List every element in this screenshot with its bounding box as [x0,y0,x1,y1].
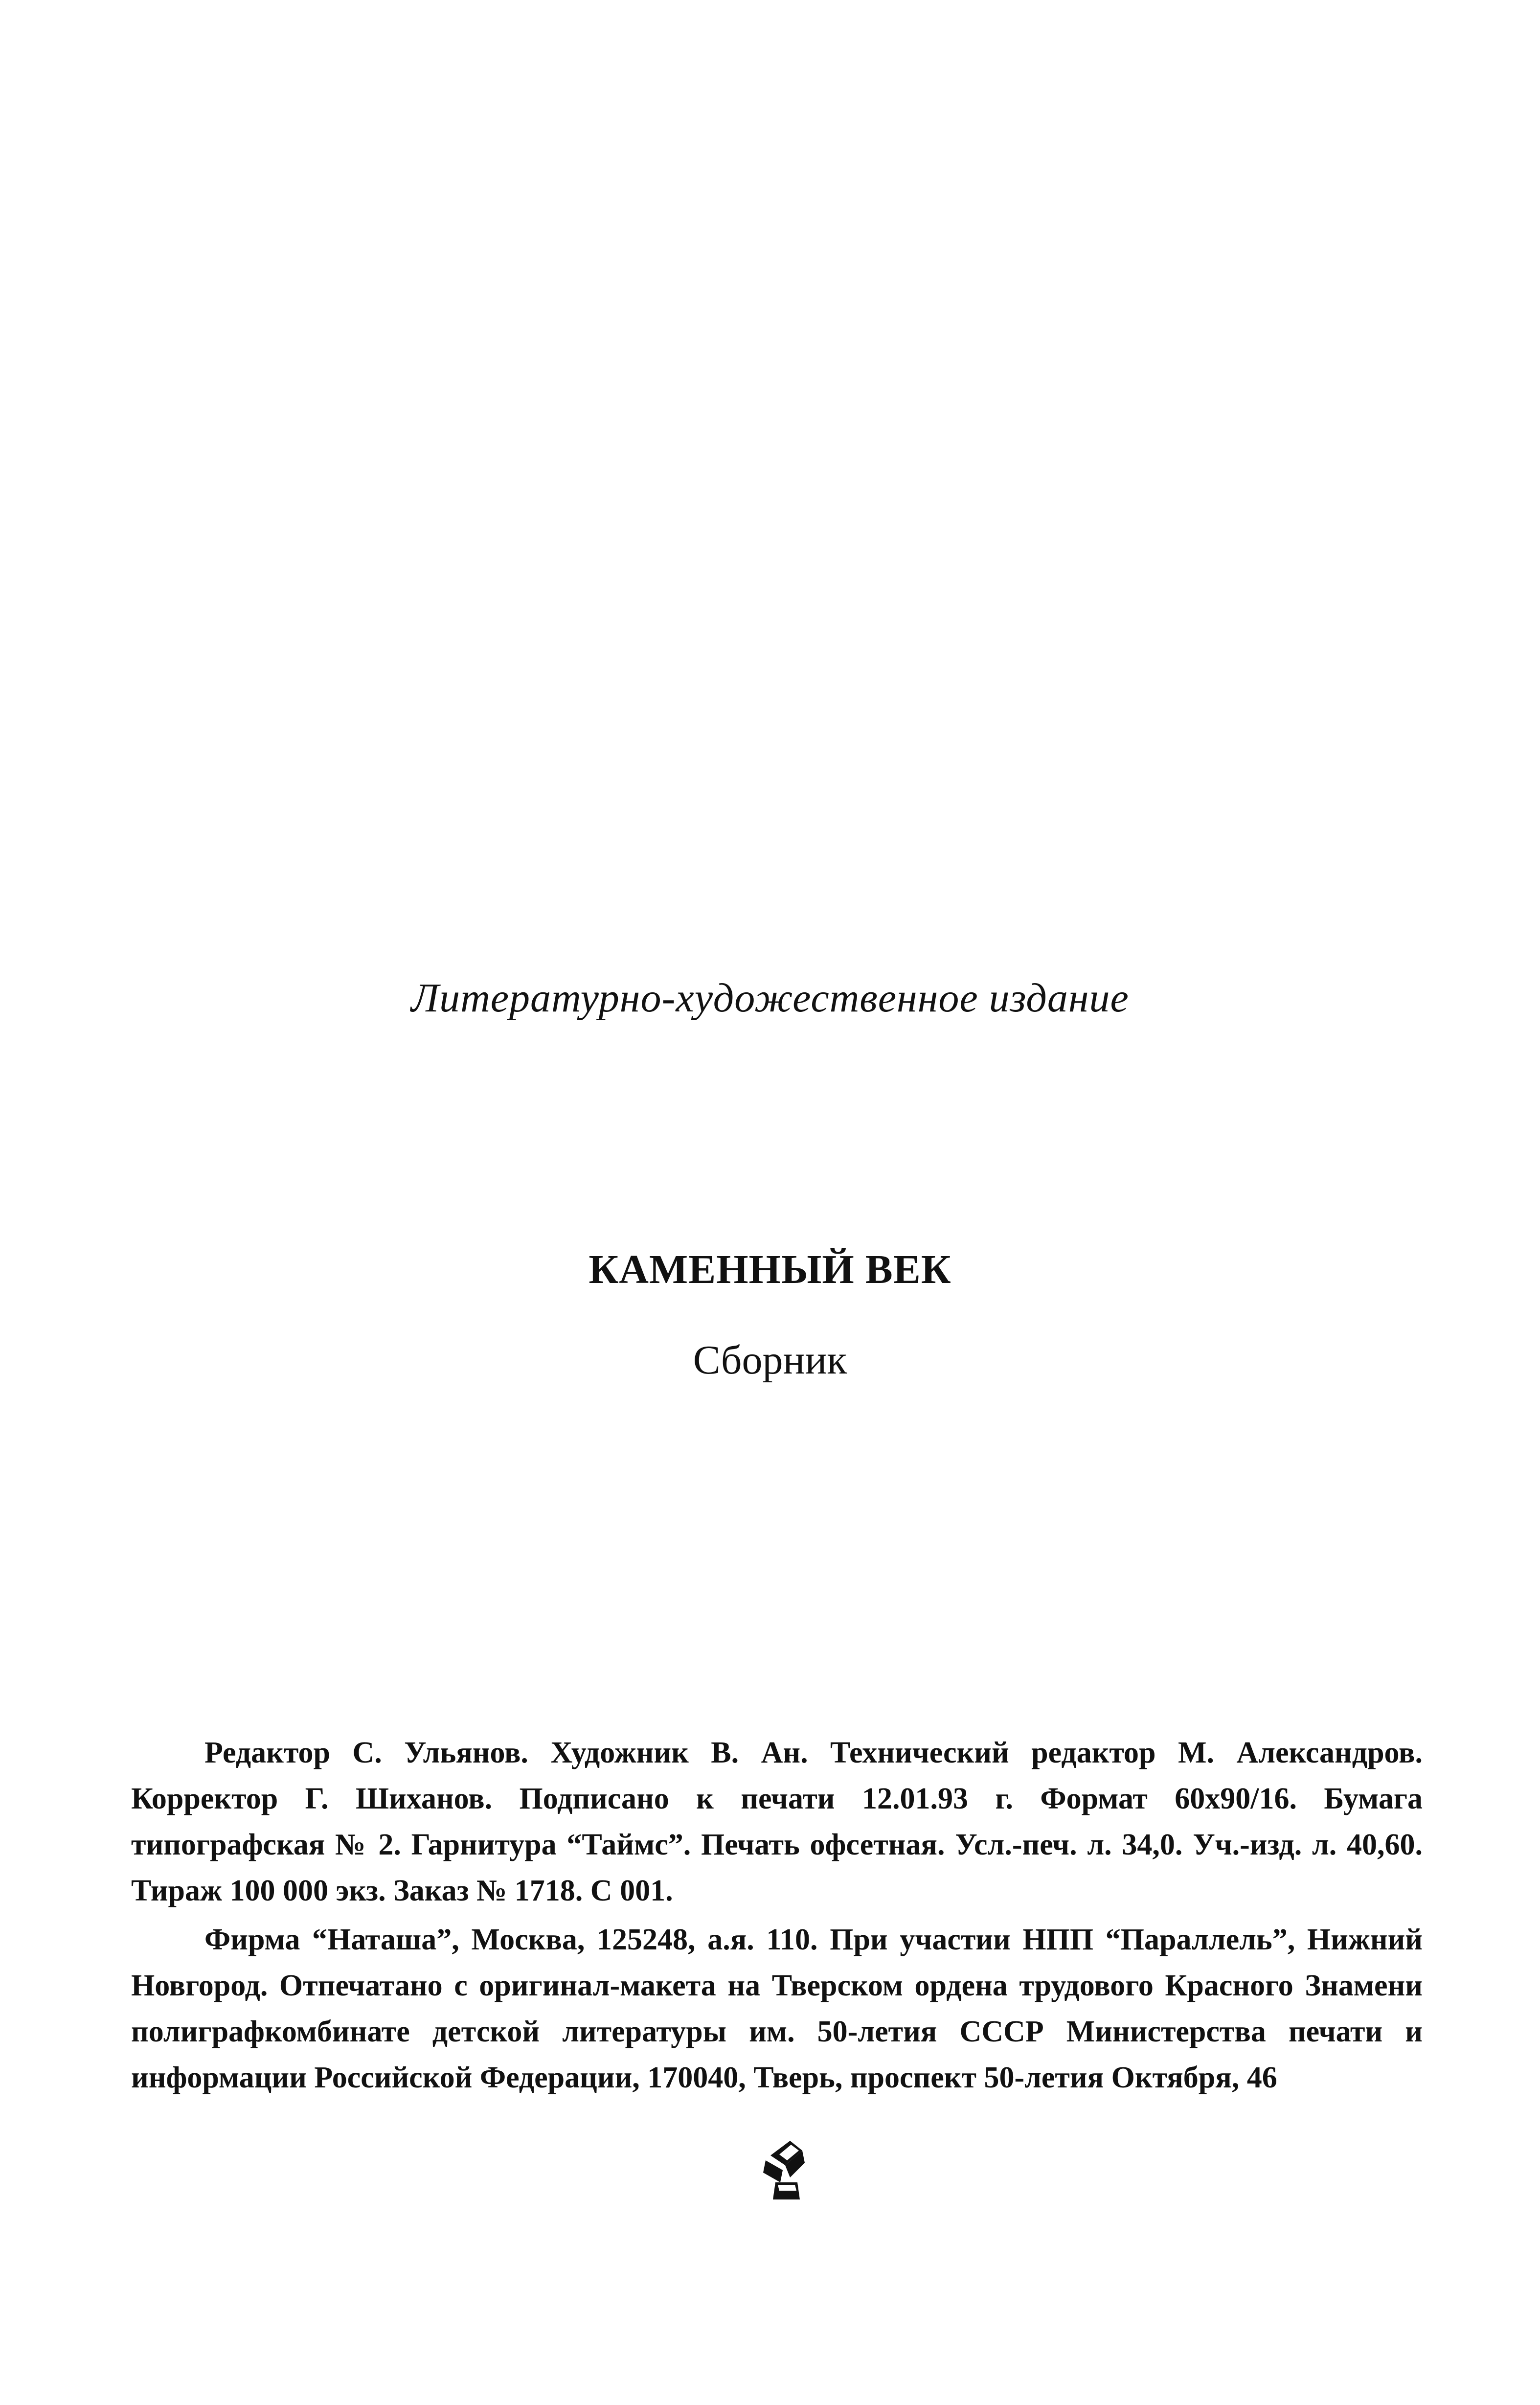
book-title: КАМЕННЫЙ ВЕК [589,1247,951,1292]
printer-logo-icon [756,2136,815,2209]
imprint-printing: Фирма “Наташа”, Москва, 125248, а.я. 110. При участии НПП “Параллель”, Нижний Новгород. Отпечатано с оригинал-макета на Тверском ордена трудового Красного Знамени полиграфкомбинате детской литературы им. 50-летия СССР Министерства печати и информации Российской Федерации, 170040, Тверь, проспект 50-летия Октября, 46 [131,1923,1423,2094]
imprint-block [131,1730,1423,2101]
book-genre: Сборник [693,1337,847,1383]
edition-type: Литературно-художественное издание [411,975,1129,1021]
imprint-credits: Редактор С. Ульянов. Художник В. Ан. Технический редактор М. Александров. Корректор Г. Шиханов. Подписано к печати 12.01.93 г. Формат 60x90/16. Бумага типографская № 2. Гарнитура “Таймс”. Печать офсетная. Усл.-печ. л. 34,0. Уч.-изд. л. 40,60. Тираж 100 000 экз. Заказ № 1718. С 001. [131,1736,1423,1907]
